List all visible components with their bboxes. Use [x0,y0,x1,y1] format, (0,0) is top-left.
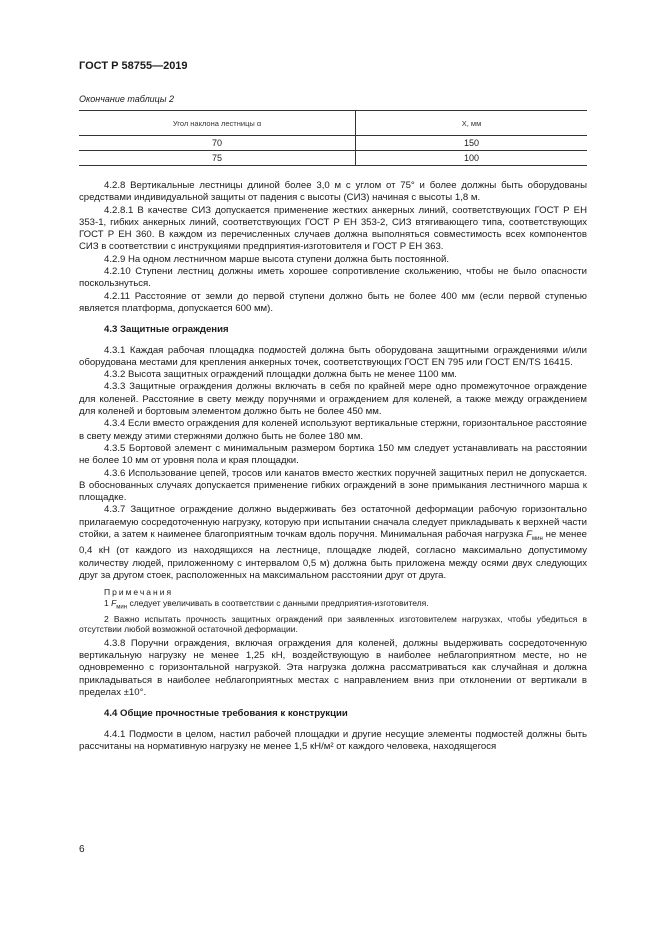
paragraph-4-3-2: 4.3.2 Высота защитных ограждений площадки должна быть не менее 1100 мм. [104,369,457,381]
note-1 [79,598,587,613]
paragraph-4-3-1: 4.3.1 Каждая рабочая площадка подмостей должна быть оборудована защитными ограждениями и/или оборудована местами для крепления анкерных точек, соответствующих ГОСТ EN 795 или ГОСТ EN/TS 16415. [79,344,587,368]
table-row [79,136,587,151]
paragraph-4-3-7 [79,504,587,582]
table-header-row [79,111,587,136]
column-header-x: X, мм [356,111,588,136]
paragraph-4-3-3: 4.3.3 Защитные ограждения должны включать в себя по крайней мере одно промежуточное ограждение для коленей. Расстояние в свету между поручнями и ограждением для коленей, а также между ограждением для коленей и бортовым элементом должно быть не более 450 мм. [79,381,587,418]
paragraph-4-3-8: 4.3.8 Поручни ограждения, включая ограждения для коленей, должны выдерживать сосредоточенную вертикальную нагрузку не менее 1,25 кН, воздействующую в наиболее неблагоприятном месте, но не одновременно с горизонтальной нагрузкой. Эта нагрузка должна рассматриваться как случайная и должна прикладываться в наиболее неблагоприятных местах с направлением вниз при отклонении от вертикали в пределах ±10°. [79,637,587,699]
paragraph-4-3-5: 4.3.5 Бортовой элемент с минимальным размером бортика 150 мм следует устанавливать на расстоянии не более 10 мм от уровня пола и края площадки. [79,442,587,467]
f-min-subscript: мин [532,535,543,542]
table-cell: 100 [356,151,588,166]
paragraph-4-4-1: 4.4.1 Подмости в целом, настил рабочей площадки и другие несущие элементы подмостей должны быть рассчитаны на нормативную нагрузку не менее 1,5 кН/м² от каждого человека, находящегося [79,728,587,752]
section-heading-4-3: 4.3 Защитные ограждения [104,324,229,336]
paragraph-4-3-7-text-b: не менее 0,4 кН (от каждого из находящихся на лестнице, площадке людей, согласно максимально допустимому количеству людей, приложенному с интервалом 0,5 м) должна быть приложена между осями двух следующих друг за другом стоек, расположенных на максимальном расстоянии друг от друга. [79,529,588,581]
f-min-symbol: F [526,529,533,541]
paragraph-4-3-4: 4.3.4 Если вместо ограждения для коленей используют вертикальные стержни, горизонтальное расстояние в свету между этими стержнями должно быть не более 180 мм. [79,418,587,442]
paragraph-4-3-6: 4.3.6 Использование цепей, тросов или канатов вместо жестких поручней защитных перил не допускается. В обоснованных случаях допускается применение гибких ограждений в зоне примыкания лестничного марша к площадке. [79,467,587,504]
data-table [79,110,587,166]
note-2: 2 Важно испытать прочность защитных ограждений при заявленных изготовителем нагрузках, чтобы убедиться в отсутствии любой возможной остаточной деформации. [79,613,587,635]
notes-heading: Примечания [104,587,174,598]
document-body [79,180,587,753]
note-1-number: 1 [104,598,112,609]
paragraph-4-2-8-1: 4.2.8.1 В качестве СИЗ допускается применение жестких анкерных линий, соответствующих ГОСТ Р ЕН 353-1, гибких анкерных линий, соответствующих ГОСТ Р ЕН 353-2, СИЗ втягивающего типа, соответствующих ГОСТ Р ЕН 360. В каждом из перечисленных случаев должна выполняться совместимость всех компонентов СИЗ в соответствии с инструкциями предприятия-изготовителя и ГОСТ Р ЕН 363. [79,204,587,253]
note-f-min-subscript: мин [116,605,128,612]
page-number: 6 [79,844,85,855]
table-caption: Окончание таблицы 2 [79,94,174,104]
paragraph-4-2-11: 4.2.11 Расстояние от земли до первой ступени должно быть не более 400 мм (если первой ступенью является платформа, допускается 600 мм). [79,290,587,314]
table-cell: 75 [79,151,356,166]
standard-header: ГОСТ Р 58755—2019 [79,60,188,72]
column-header-angle: Угол наклона лестницы α [79,111,356,136]
table-row [79,151,587,166]
section-heading-4-4: 4.4 Общие прочностные требования к конструкции [104,708,348,720]
paragraph-4-2-8: 4.2.8 Вертикальные лестницы длиной более 3,0 м с углом от 75° и более должны быть оборудованы средствами индивидуальной защиты от падения с высоты (СИЗ) начиная с высоты 1,8 м. [79,180,587,204]
note-1-text: следует увеличивать в соответствии с данными предприятия-изготовителя. [127,598,429,609]
paragraph-4-3-7-text-a: 4.3.7 Защитное ограждение должно выдерживать без остаточной деформации рабочую горизонтально прилагаемую сосредоточенную нагрузку, которую при испытании сначала следует прикладывать к верхней части стойки, а затем к наименее благоприятным точкам вдоль поручня. Минимальная рабочая нагрузка [79,504,587,541]
paragraph-4-2-10: 4.2.10 Ступени лестниц должны иметь хорошее сопротивление скольжению, чтобы не было опасности поскользнуться. [79,266,587,290]
table-cell: 150 [356,136,588,151]
note-f-min-symbol: F [111,598,117,609]
table-cell: 70 [79,136,356,151]
paragraph-4-2-9: 4.2.9 На одном лестничном марше высота ступени должна быть постоянной. [104,253,450,265]
